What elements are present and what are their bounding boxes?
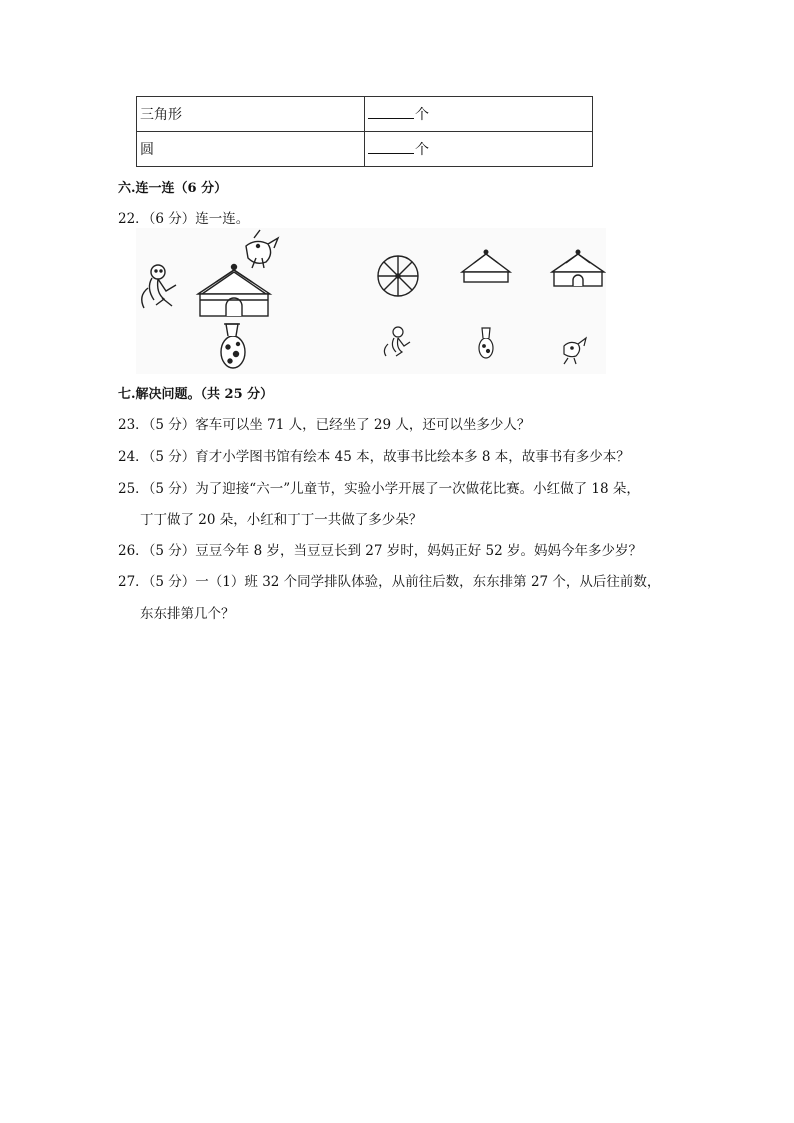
- section-heading-6: 六.连一连（6 分）: [118, 181, 228, 196]
- answer-cell: [365, 97, 593, 132]
- question-25: 25．（5 分）为了迎接“六一”儿童节，实验小学开展了一次做花比赛。小红做了 18 朵，: [118, 481, 640, 497]
- table-row: [137, 132, 593, 167]
- question-22: 22．（6 分）连一连。: [118, 211, 250, 227]
- question-23: 23．（5 分）客车可以坐 71 人，已经坐了 29 人，还可以坐多少人？: [118, 417, 531, 433]
- question-26: 26．（5 分）豆豆今年 8 岁，当豆豆长到 27 岁时，妈妈正好 52 岁。妈妈今年多少岁？: [118, 543, 643, 559]
- shape-count-table: [136, 96, 593, 167]
- section-heading-7: 七.解决问题。（共 25 分）: [118, 387, 274, 402]
- shape-label: 三角形: [137, 97, 365, 132]
- unit-label: 个: [415, 107, 429, 123]
- answer-cell: [365, 132, 593, 167]
- question-25-continued: 丁丁做了 20 朵，小红和丁丁一共做了多少朵？: [140, 512, 423, 528]
- question-27: 27．（5 分）一（1）班 32 个同学排队体验，从前往后数，东东排第 27 个，从后往前数，: [118, 574, 661, 590]
- wheel-icon: [378, 256, 418, 296]
- answer-blank[interactable]: [368, 106, 414, 119]
- question-24: 24．（5 分）育才小学图书馆有绘本 45 本，故事书比绘本多 8 本，故事书有多少本？: [118, 449, 630, 465]
- table-row: [137, 97, 593, 132]
- matching-figure: [136, 228, 606, 374]
- shape-label: 圆: [137, 132, 365, 167]
- answer-blank[interactable]: [368, 141, 414, 154]
- question-27-continued: 东东排第几个？: [140, 606, 235, 622]
- unit-label: 个: [415, 142, 429, 158]
